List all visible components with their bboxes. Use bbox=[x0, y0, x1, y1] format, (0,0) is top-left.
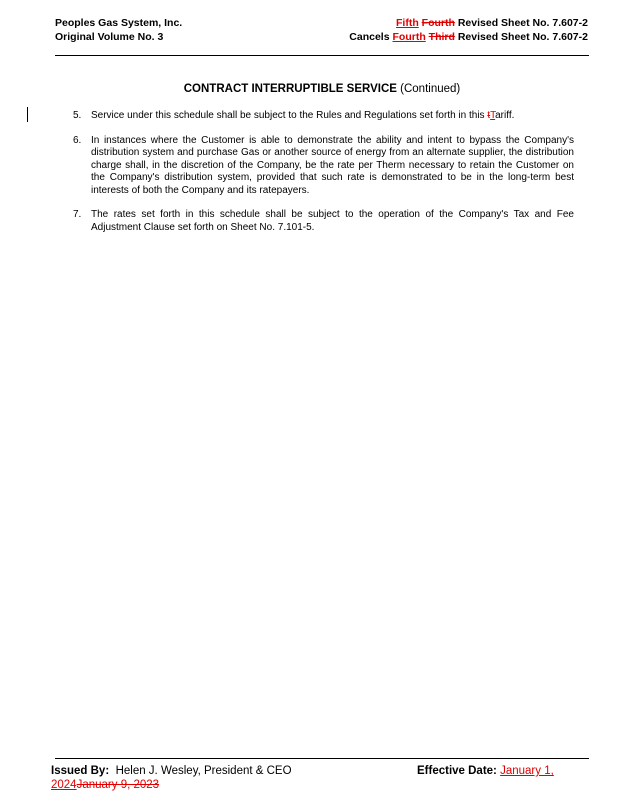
deleted-revision-text: Third bbox=[428, 31, 455, 43]
header-right bbox=[349, 16, 588, 44]
cancels-sheet-line bbox=[349, 30, 588, 44]
header-left bbox=[55, 16, 182, 44]
sheet-number-text: Revised Sheet No. 7.607-2 bbox=[457, 31, 588, 43]
change-bar-marker bbox=[27, 107, 28, 122]
inserted-revision-text: Fourth bbox=[392, 31, 426, 43]
issued-by-value: Helen J. Wesley, President & CEO bbox=[115, 765, 292, 777]
deleted-revision-text: January 9, 2023 bbox=[76, 779, 160, 791]
list-item bbox=[55, 110, 574, 123]
sheet-number-line bbox=[349, 16, 588, 30]
list-item bbox=[55, 209, 574, 234]
inserted-revision-text: Fifth bbox=[396, 17, 419, 29]
company-name: Peoples Gas System, Inc. bbox=[55, 17, 183, 29]
section-title-continued: (Continued) bbox=[400, 83, 461, 95]
deleted-revision-text: t bbox=[487, 110, 491, 121]
item-number: 6. bbox=[73, 134, 82, 146]
item-number: 7. bbox=[73, 209, 82, 220]
cancels-prefix: Cancels bbox=[349, 31, 390, 43]
provisions-list bbox=[55, 110, 574, 246]
deleted-revision-text: Fourth bbox=[421, 17, 455, 29]
effective-date-label: Effective Date: bbox=[417, 765, 497, 777]
item-text: In instances where the Customer is able to demonstrate the ability and intent to bypass the Company's distribution system and purchase Gas or another source of energy from an alternate supplier, the distribution charge shall, in the discretion of the Company, be the rate per Therm necessary to retain the Customer on the Company's distribution system, provided that such rate is demonstrated to be in the long-term best interests of both the Company and its ratepayers. bbox=[91, 134, 574, 196]
inserted-revision-text: T bbox=[490, 110, 496, 121]
issued-by-label: Issued By: bbox=[51, 765, 110, 777]
effective-date bbox=[417, 764, 554, 779]
item-text: Service under this schedule shall be subject to the Rules and Regulations set forth in this bbox=[91, 110, 488, 121]
issued-by bbox=[51, 764, 292, 779]
inserted-revision-text: January 1, bbox=[500, 765, 554, 777]
footer-divider bbox=[55, 758, 589, 759]
item-number: 5. bbox=[73, 110, 82, 121]
item-text-end: ariff. bbox=[495, 110, 515, 121]
section-title bbox=[55, 82, 589, 96]
effective-date-continued bbox=[51, 778, 159, 793]
sheet-number-text: Revised Sheet No. 7.607-2 bbox=[457, 17, 588, 29]
list-item bbox=[55, 135, 574, 198]
inserted-revision-text: 2024 bbox=[51, 779, 77, 791]
item-text: The rates set forth in this schedule shall be subject to the operation of the Company's Tax and Fee Adjustment Clause set forth on Sheet No. 7.101-5. bbox=[91, 209, 574, 233]
header-divider bbox=[55, 55, 589, 56]
volume-number: Original Volume No. 3 bbox=[55, 31, 164, 43]
section-title-bold: CONTRACT INTERRUPTIBLE SERVICE bbox=[183, 83, 397, 95]
